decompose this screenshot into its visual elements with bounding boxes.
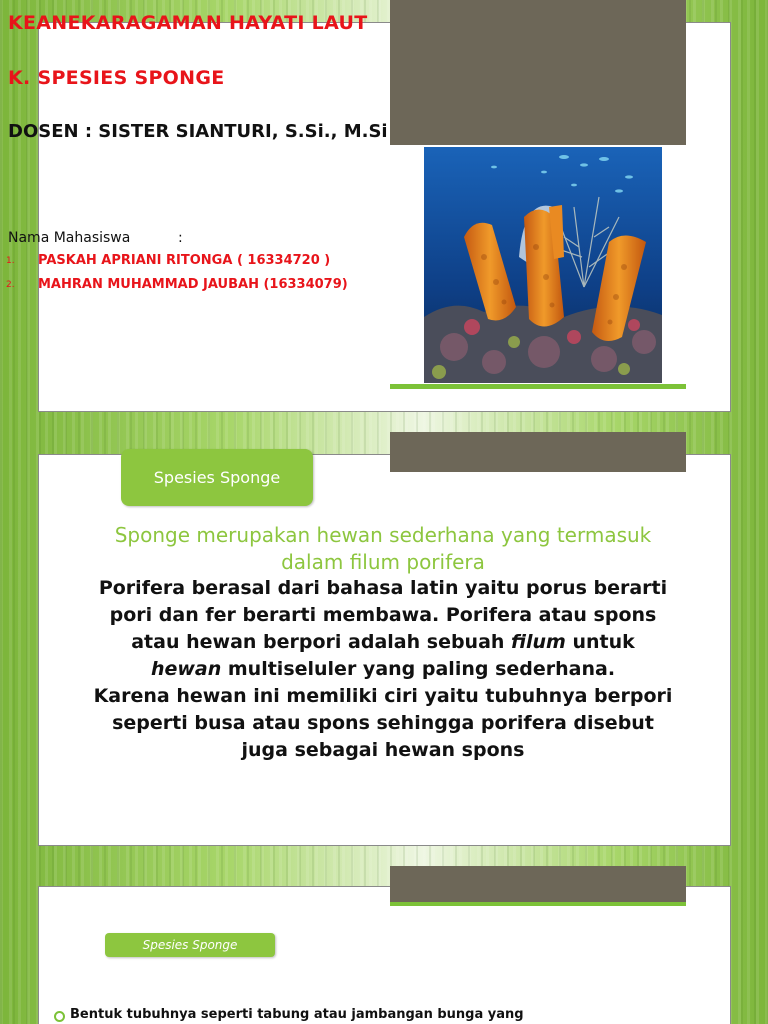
slide-1-accent-line: [390, 384, 686, 389]
para-line-2: pori dan fer berarti membawa. Porifera atau spons: [109, 604, 657, 626]
student-1-name: PASKAH APRIANI RITONGA ( 16334720 ): [38, 253, 331, 268]
para-line-3-emphasis: filum: [511, 631, 566, 653]
sponge-illustration: [424, 147, 662, 383]
slide-2: [0, 432, 768, 866]
para-line-7: juga sebagai hewan spons: [241, 739, 525, 761]
slide-3-dark-panel: [390, 866, 686, 902]
slide-2-dark-panel: [390, 432, 686, 472]
slide-subtitle: K. SPESIES SPONGE: [8, 67, 225, 89]
bullet-ring-icon: [54, 1011, 65, 1022]
para-line-4-post: multiseluler yang paling sederhana.: [221, 658, 616, 680]
lecturer-name: DOSEN : SISTER SIANTURI, S.Si., M.Si: [8, 121, 388, 142]
slide-3-bullet-text: Bentuk tubuhnya seperti tabung atau jambangan bunga yang: [70, 1007, 524, 1022]
slide-2-lead-text: Sponge merupakan hewan sederhana yang termasuk dalam filum porifera: [114, 523, 652, 574]
para-line-4: [60, 656, 706, 683]
slide-3-accent-line: [390, 902, 686, 906]
slide-1: [0, 0, 768, 432]
para-line-5: Karena hewan ini memiliki ciri yaitu tubuhnya berpori: [93, 685, 673, 707]
para-line-4-emphasis: hewan: [150, 658, 222, 680]
students-colon: :: [178, 230, 183, 246]
student-1-number: 1.: [6, 256, 15, 266]
para-line-3-post: untuk: [565, 631, 635, 653]
student-2-name: MAHRAN MUHAMMAD JAUBAH (16334079): [38, 277, 348, 292]
slide-3-section-tag: Spesies Sponge: [105, 933, 275, 957]
para-line-1: Porifera berasal dari bahasa latin yaitu porus berarti: [98, 577, 668, 599]
students-label: Nama Mahasiswa: [8, 230, 131, 246]
slide-2-section-tag: Spesies Sponge: [121, 449, 313, 506]
para-line-3: [60, 629, 706, 656]
para-line-3-pre: atau hewan berpori adalah sebuah: [131, 631, 512, 653]
para-line-6: seperti busa atau spons sehingga porifera disebut: [112, 712, 654, 734]
slide-title: KEANEKARAGAMAN HAYATI LAUT: [8, 12, 368, 34]
sponge-photo: [424, 147, 662, 383]
slide-3: [0, 866, 768, 1024]
slide-2-paragraph: [60, 575, 706, 764]
slide-1-dark-panel: [390, 0, 686, 145]
student-2-number: 2.: [6, 280, 15, 290]
